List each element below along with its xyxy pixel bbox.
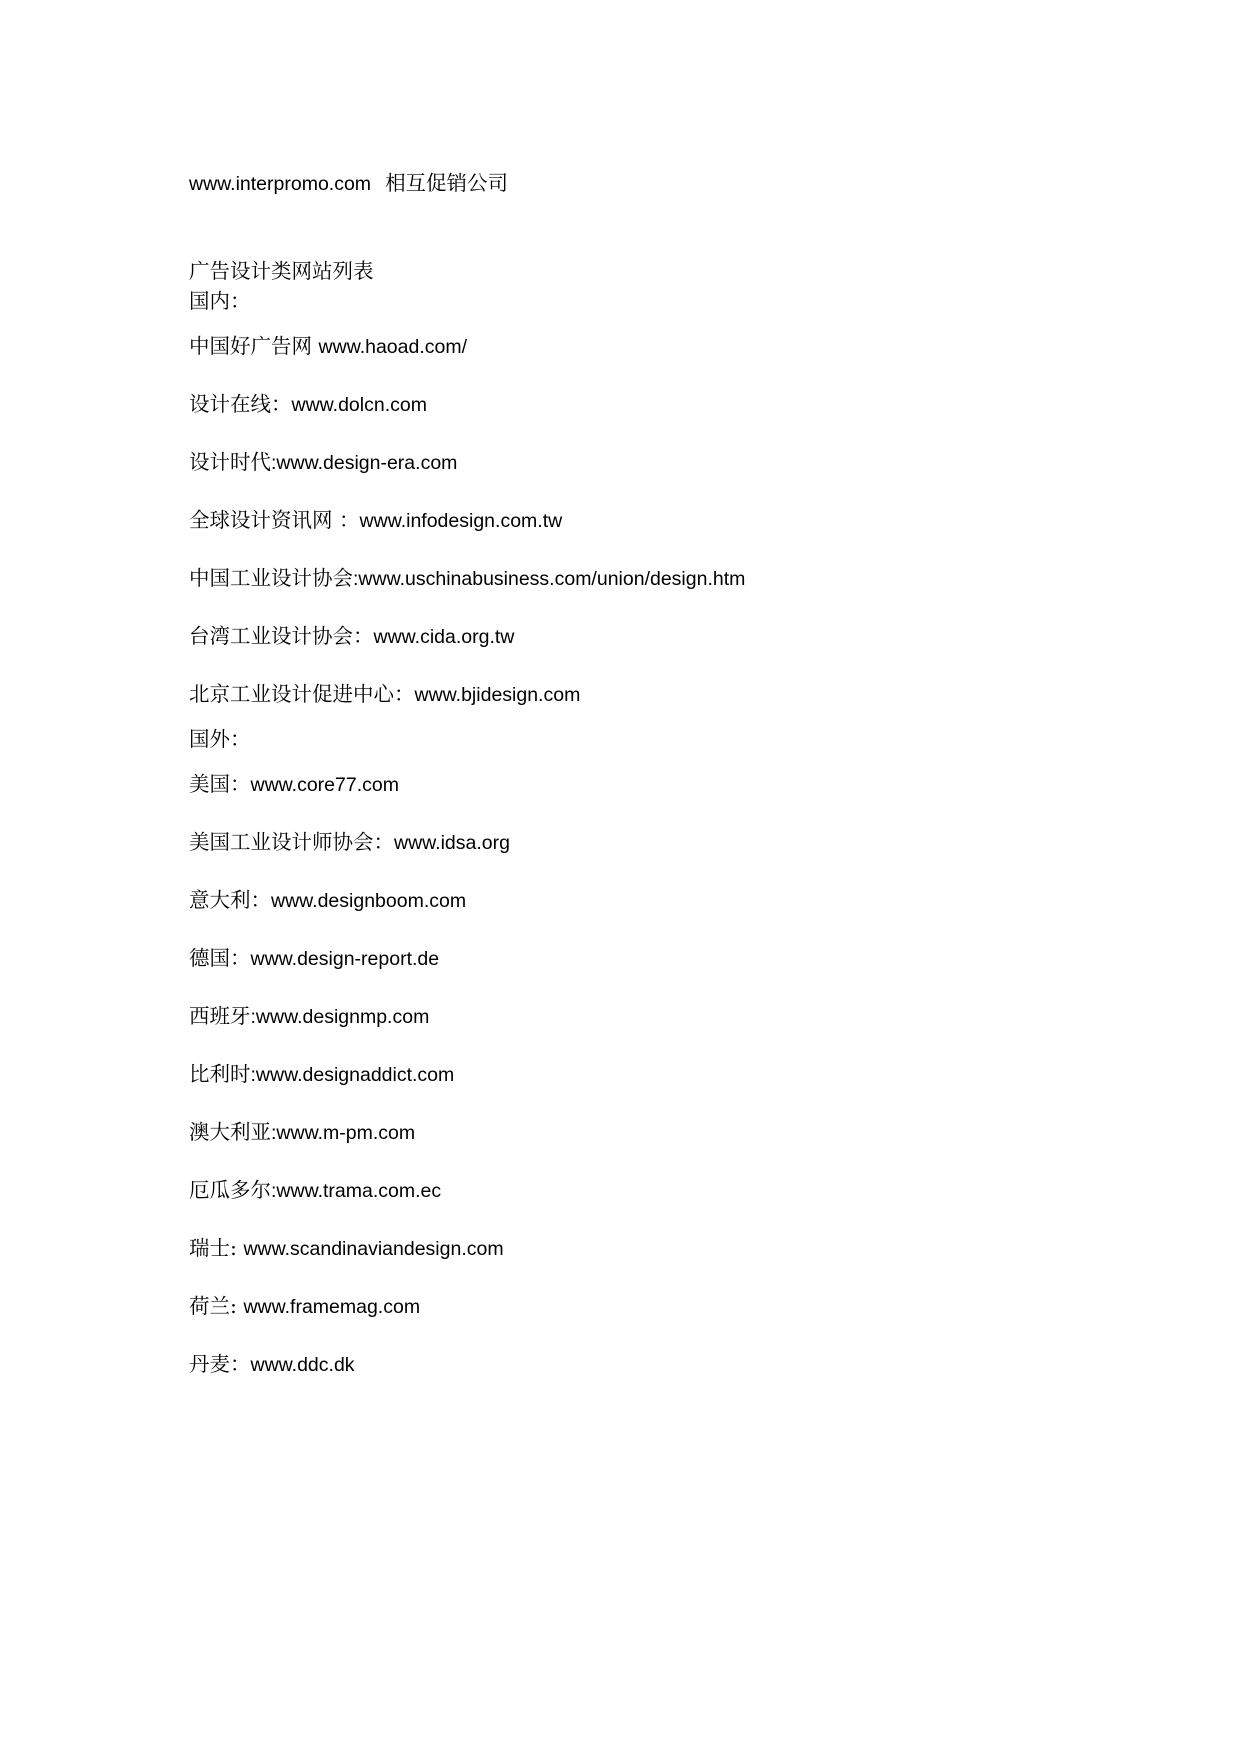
list-item	[189, 885, 466, 915]
item-label: 美国：	[189, 772, 251, 796]
item-label: 丹麦：	[189, 1352, 251, 1376]
item-label: 瑞士:	[189, 1236, 244, 1260]
item-label: 德国：	[189, 946, 251, 970]
item-label: 中国工业设计协会	[189, 566, 353, 590]
list-item	[189, 505, 562, 535]
item-url[interactable]: www.scandinaviandesign.com	[243, 1238, 504, 1260]
item-label: 西班牙	[189, 1004, 251, 1028]
item-label: 中国好广告网	[189, 334, 319, 358]
list-item	[189, 389, 427, 419]
item-label: 比利时	[189, 1062, 251, 1086]
item-url[interactable]: www.framemag.com	[243, 1296, 421, 1318]
header-url[interactable]: www.interpromo.com	[189, 173, 372, 195]
item-url[interactable]: www.ddc.dk	[250, 1354, 355, 1376]
item-url[interactable]: www.infodesign.com.tw	[359, 510, 563, 532]
item-label: 设计时代	[189, 450, 271, 474]
header-company-name: 相互促销公司	[385, 171, 509, 195]
item-url[interactable]: www.designboom.com	[271, 890, 467, 912]
list-item	[189, 1117, 415, 1147]
list-item	[189, 827, 510, 857]
list-item	[189, 943, 439, 973]
item-url[interactable]: www.bjidesign.com	[414, 684, 581, 706]
list-item	[189, 447, 457, 477]
item-url[interactable]: :www.designmp.com	[250, 1006, 430, 1028]
foreign-heading: 国外：	[189, 727, 251, 751]
item-url[interactable]: www.haoad.com/	[318, 336, 468, 358]
domestic-heading: 国内：	[189, 289, 251, 313]
list-item	[189, 331, 467, 361]
item-label: 美国工业设计师协会：	[189, 830, 394, 854]
header-line	[189, 168, 508, 198]
list-item	[189, 1233, 504, 1263]
item-url[interactable]: www.design-report.de	[250, 948, 440, 970]
item-url[interactable]: www.dolcn.com	[291, 394, 427, 416]
item-url[interactable]: :www.designaddict.com	[250, 1064, 455, 1086]
item-url[interactable]: :www.uschinabusiness.com/union/design.htm	[353, 568, 746, 590]
item-label: 澳大利亚	[189, 1120, 271, 1144]
item-url[interactable]: www.cida.org.tw	[373, 626, 515, 648]
list-item	[189, 621, 514, 651]
list-item	[189, 563, 745, 593]
item-label: 意大利：	[189, 888, 271, 912]
list-item	[189, 769, 399, 799]
item-url[interactable]: :www.m-pm.com	[271, 1122, 416, 1144]
item-label: 台湾工业设计协会：	[189, 624, 374, 648]
item-url[interactable]: www.idsa.org	[394, 832, 510, 854]
item-label: 全球设计资讯网 ：	[189, 508, 360, 532]
list-item	[189, 679, 580, 709]
item-label: 设计在线：	[189, 392, 292, 416]
list-item	[189, 1001, 429, 1031]
item-url[interactable]: www.core77.com	[250, 774, 399, 796]
list-item	[189, 1291, 420, 1321]
item-label: 北京工业设计促进中心：	[189, 682, 415, 706]
list-item	[189, 1349, 355, 1379]
item-label: 厄瓜多尔	[189, 1178, 271, 1202]
list-item	[189, 1175, 441, 1205]
item-label: 荷兰:	[189, 1294, 244, 1318]
item-url[interactable]: :www.design-era.com	[271, 452, 458, 474]
list-item	[189, 1059, 454, 1089]
page-title: 广告设计类网站列表	[189, 259, 374, 283]
item-url[interactable]: :www.trama.com.ec	[271, 1180, 442, 1202]
